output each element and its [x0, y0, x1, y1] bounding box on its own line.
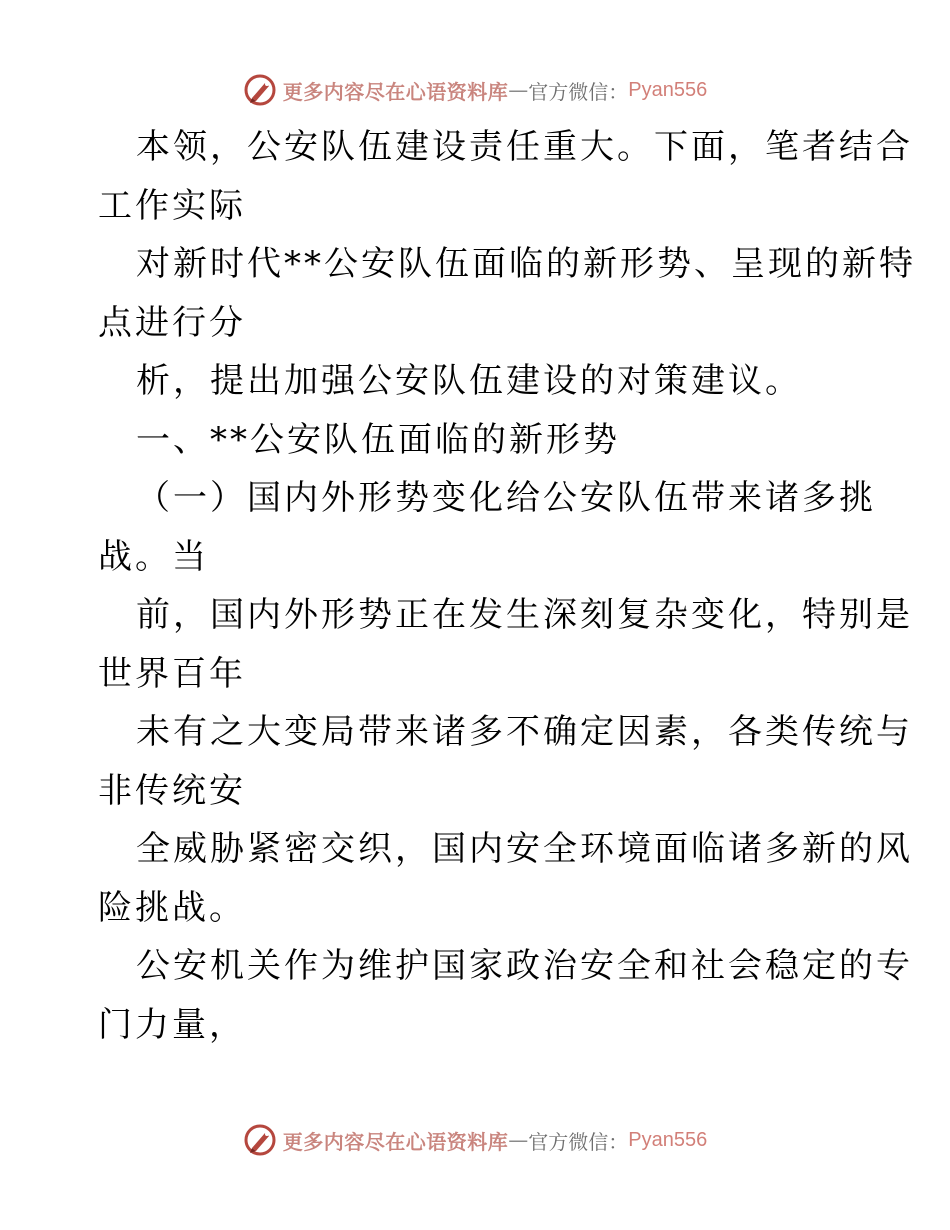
subsection-heading: （一）国内外形势变化给公安队伍带来诸多挑: [136, 478, 876, 518]
pen-seal-logo-icon: [243, 1123, 277, 1157]
watermark-separator: —: [508, 1128, 529, 1152]
watermark-wechat-label: 官方微信：: [528, 1129, 629, 1154]
watermark-main: 更多内容尽在心语资料库: [282, 79, 509, 104]
text-line: 工作实际: [98, 185, 246, 226]
watermark-wechat-id: Pyan556: [628, 78, 708, 101]
pen-seal-logo-icon: [243, 73, 277, 107]
watermark-separator: —: [508, 78, 529, 102]
text-line: 点进行分: [98, 302, 246, 343]
header-watermark: [0, 70, 950, 110]
document-body: [98, 118, 916, 1054]
watermark-text: [283, 1126, 707, 1155]
text-line: 战。当: [98, 536, 209, 577]
text-line: 前，国内外形势正在发生深刻复杂变化，特别是: [136, 595, 913, 635]
text-line: 本领，公安队伍建设责任重大。下面，笔者结合: [136, 127, 913, 167]
watermark-wechat-label: 官方微信：: [528, 79, 629, 104]
text-line: 非传统安: [98, 770, 246, 811]
watermark-text: [283, 76, 707, 105]
footer-watermark: [0, 1120, 950, 1160]
text-line: 公安机关作为维护国家政治安全和社会稳定的专: [136, 946, 913, 986]
text-line: 析，提出加强公安队伍建设的对策建议。: [136, 361, 802, 401]
text-line: 门力量，: [98, 1004, 246, 1045]
text-line: 对新时代**公安队伍面临的新形势、呈现的新特: [136, 244, 916, 284]
text-line: 世界百年: [98, 653, 246, 694]
text-line: 全威胁紧密交织，国内安全环境面临诸多新的风: [136, 829, 913, 869]
text-line: 险挑战。: [98, 887, 246, 928]
text-line: 未有之大变局带来诸多不确定因素，各类传统与: [136, 712, 913, 752]
watermark-wechat-id: Pyan556: [628, 1128, 708, 1151]
watermark-main: 更多内容尽在心语资料库: [282, 1129, 509, 1154]
section-heading: 一、**公安队伍面临的新形势: [136, 419, 620, 460]
